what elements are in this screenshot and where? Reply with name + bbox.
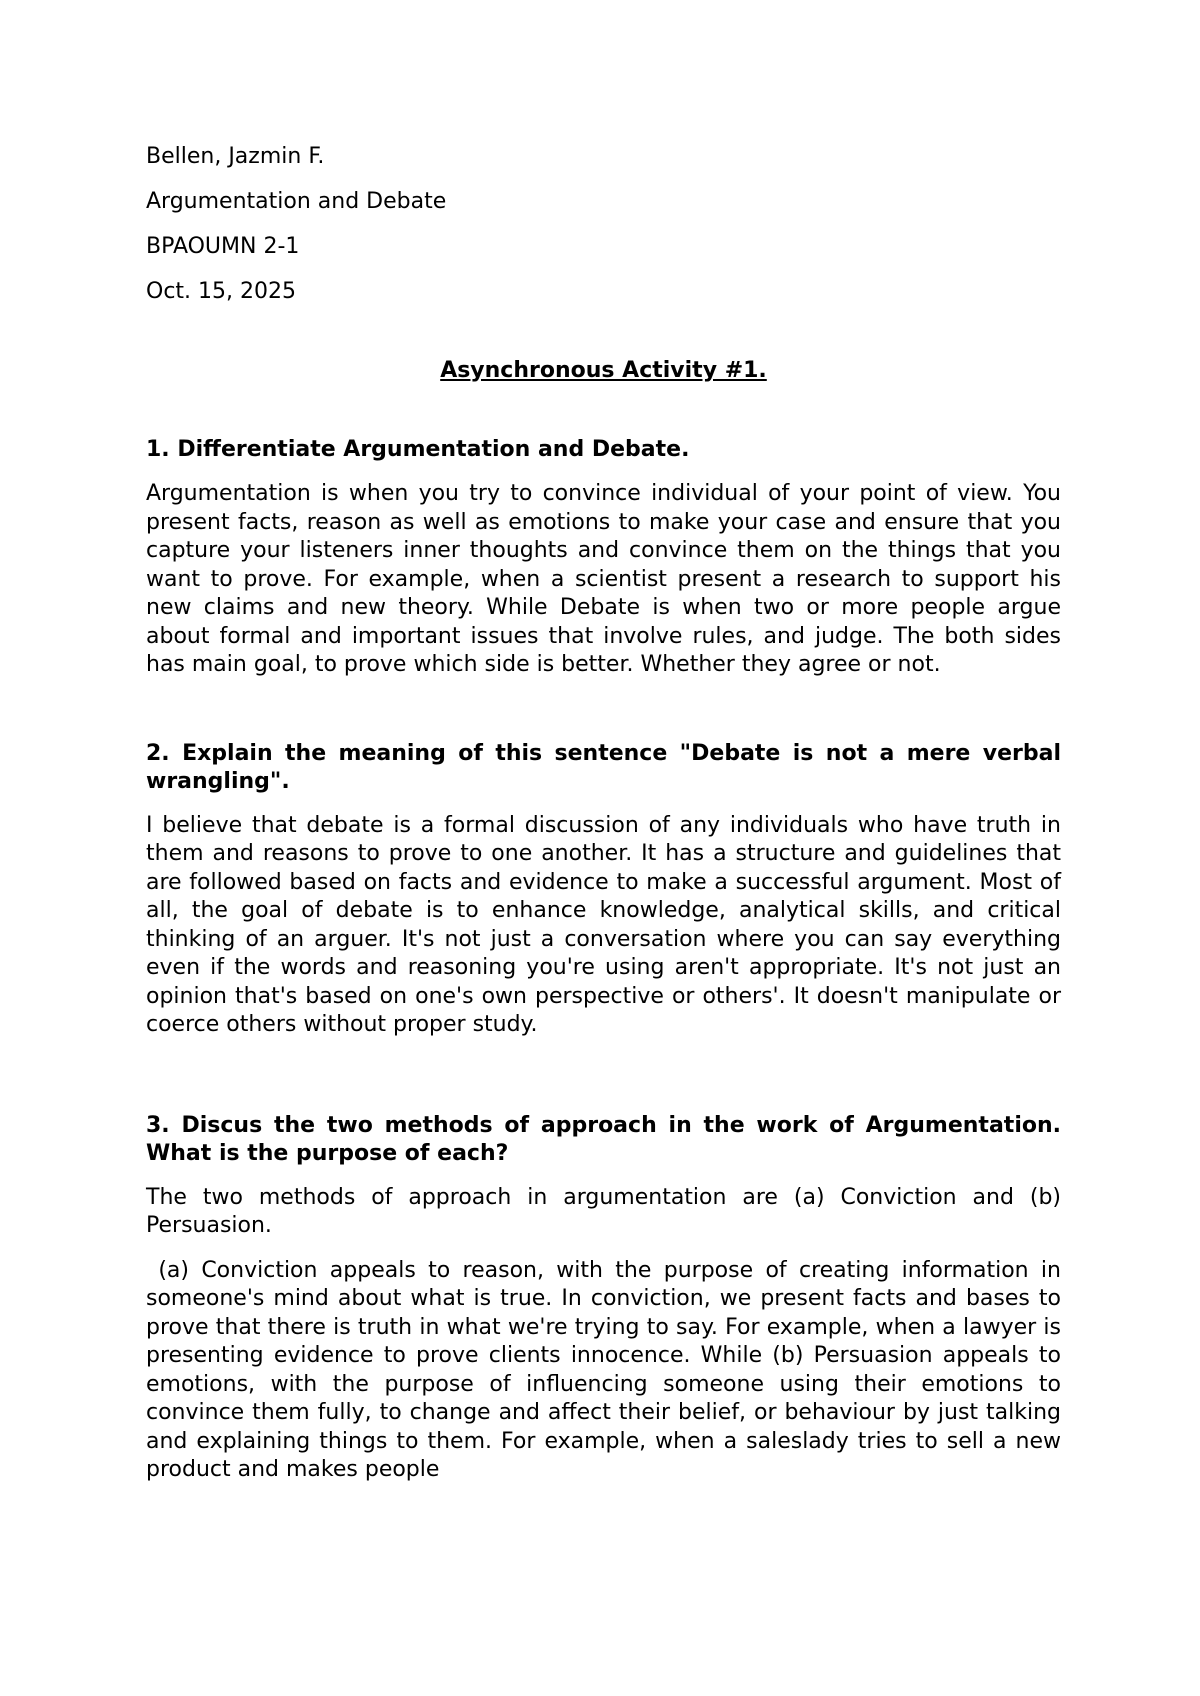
question-block-3 bbox=[146, 1112, 1068, 1485]
question-block-2 bbox=[146, 740, 1061, 1040]
spacer bbox=[146, 696, 1061, 740]
answer-paragraph: The two methods of approach in argumentation are (a) Conviction and (b) Persuasion. bbox=[146, 1184, 1061, 1238]
course-name: Argumentation and Debate bbox=[146, 189, 447, 214]
answer-paragraph: I believe that debate is a formal discussion of any individuals who have truth in them and reasons to prove to one another. It has a structure and guidelines that are followed based on facts and evidence to make a successful argument. Most of all, the goal of debate is to enhance knowledge, analytical skills, and critical thinking of an arguer. It's not just a conversation where you can say everything even if the words and reasoning you're using aren't appropriate. It's not just an opinion that's based on one's own perspective or others'. It doesn't manipulate or coerce others without proper study. bbox=[146, 812, 1061, 1037]
answer-paragraph: Argumentation is when you try to convince individual of your point of view. You present facts, reason as well as emotions to make your case and ensure that you capture your listeners inner thoughts and convince them on the things that you want to prove. For example, when a scientist present a research to support his new claims and new theory. While Debate is when two or more people argue about formal and important issues that involve rules, and judge. The both sides has main goal, to prove which side is better. Whether they agree or not. bbox=[146, 481, 1061, 677]
document-page bbox=[146, 143, 1068, 1501]
section-code: BPAOUMN 2-1 bbox=[146, 234, 300, 259]
question-heading: 1. Differentiate Argumentation and Debate. bbox=[146, 437, 690, 462]
submission-date: Oct. 15, 2025 bbox=[146, 279, 296, 304]
question-block-1 bbox=[146, 436, 1061, 680]
answer-paragraph: (a) Conviction appeals to reason, with the purpose of creating information in someone's mind about what is true. In conviction, we present facts and bases to prove that there is truth in what we're trying to say. For example, when a lawyer is presenting evidence to prove clients innocence. While (b) Persuasion appeals to emotions, with the purpose of influencing someone using their emotions to convince them fully, to change and affect their belief, or behaviour by just talking and explaining things to them. For example, when a saleslady tries to sell a new product and makes people bbox=[146, 1257, 1068, 1482]
question-heading: 2. Explain the meaning of this sentence "Debate is not a mere verbal wrangling". bbox=[146, 740, 1061, 794]
question-heading: 3. Discus the two methods of approach in the work of Argumentation. What is the purpose of each? bbox=[146, 1112, 1061, 1166]
student-name: Bellen, Jazmin F. bbox=[146, 144, 325, 169]
document-title: Asynchronous Activity #1. bbox=[440, 358, 767, 383]
spacer bbox=[146, 1056, 1061, 1112]
